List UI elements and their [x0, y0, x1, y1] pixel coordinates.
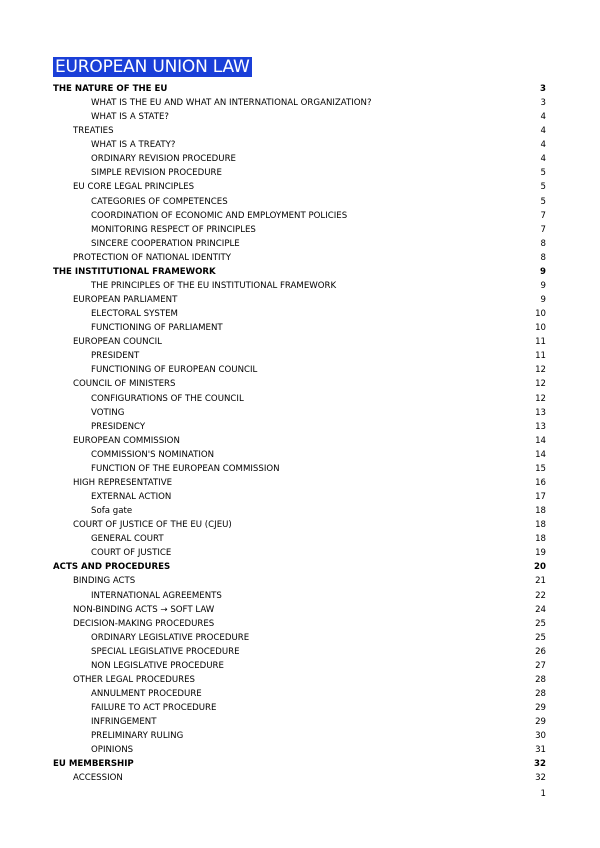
toc-entry[interactable] [0, 631, 600, 645]
toc-entry-page: 19 [535, 548, 546, 559]
toc-entry-label: EUROPEAN COMMISSION [73, 435, 180, 446]
toc-entry-label: FUNCTIONING OF EUROPEAN COUNCIL [91, 365, 258, 376]
toc-entry[interactable] [0, 420, 600, 434]
toc-entry[interactable] [0, 180, 600, 194]
toc-entry-page: 4 [540, 112, 546, 123]
toc-entry-label: PRESIDENCY [91, 421, 146, 432]
toc-entry-page: 29 [535, 717, 546, 728]
toc-entry[interactable] [0, 209, 600, 223]
toc-entry[interactable] [0, 251, 600, 265]
toc-entry-page: 12 [535, 393, 546, 404]
toc-entry[interactable] [0, 321, 600, 335]
toc-entry[interactable] [0, 757, 600, 771]
toc-entry-label: VOTING [91, 407, 125, 418]
toc-entry-label: NON-BINDING ACTS → SOFT LAW [73, 604, 215, 615]
toc-entry[interactable] [0, 279, 600, 293]
toc-entry-page: 9 [540, 280, 546, 291]
toc-entry-label: EUROPEAN PARLIAMENT [73, 295, 178, 306]
toc-entry-label: ELECTORAL SYSTEM [91, 309, 178, 320]
toc-entry-page: 8 [540, 238, 546, 249]
toc-entry-page: 11 [535, 337, 546, 348]
toc-entry-page: 16 [535, 477, 546, 488]
toc-entry-label: THE PRINCIPLES OF THE EU INSTITUTIONAL FRAMEWORK [91, 280, 337, 291]
toc-entry[interactable] [0, 560, 600, 574]
toc-entry-page: 11 [535, 351, 546, 362]
toc-entry-label: EU MEMBERSHIP [53, 759, 134, 770]
toc-entry-page: 32 [534, 759, 546, 770]
toc-entry-page: 25 [535, 618, 546, 629]
toc-entry-page: 4 [540, 126, 546, 137]
toc-entry[interactable] [0, 617, 600, 631]
toc-entry[interactable] [0, 673, 600, 687]
toc-entry[interactable] [0, 152, 600, 166]
toc-entry-page: 28 [535, 689, 546, 699]
toc-entry-label: SIMPLE REVISION PROCEDURE [91, 168, 222, 179]
toc-entry-page: 32 [535, 773, 546, 784]
toc-entry-page: 4 [540, 140, 546, 151]
toc-entry[interactable] [0, 645, 600, 659]
toc-entry[interactable] [0, 392, 600, 406]
toc-entry-page: 24 [535, 604, 546, 615]
toc-entry-label: EU CORE LEGAL PRINCIPLES [73, 182, 195, 193]
toc-entry[interactable] [0, 110, 600, 124]
toc-entry-page: 5 [540, 196, 546, 207]
toc-entry-page: 22 [535, 590, 546, 601]
page-number: 1 [540, 789, 546, 799]
toc-entry-label: Sofa gate [91, 506, 133, 517]
toc-entry[interactable] [0, 448, 600, 462]
toc-entry[interactable] [0, 715, 600, 729]
toc-entry-page: 18 [535, 506, 546, 517]
toc-entry[interactable] [0, 82, 600, 96]
toc-entry-page: 13 [535, 407, 546, 418]
toc-entry[interactable] [0, 476, 600, 490]
toc-entry-label: WHAT IS A STATE? [91, 112, 169, 123]
toc-entry-page: 13 [535, 421, 546, 432]
toc-entry-label: COURT OF JUSTICE [91, 548, 172, 559]
toc-entry-label: CONFIGURATIONS OF THE COUNCIL [91, 393, 244, 404]
toc-entry-label: EUROPEAN COUNCIL [73, 337, 162, 348]
toc-entry-page: 17 [535, 492, 546, 503]
toc-entry[interactable] [0, 546, 600, 560]
toc-entry-label: WHAT IS A TREATY? [91, 140, 176, 151]
toc-entry-page: 25 [535, 632, 546, 643]
toc-entry[interactable] [0, 363, 600, 377]
toc-entry[interactable] [0, 293, 600, 307]
toc-entry-label: COMMISSION'S NOMINATION [91, 449, 215, 460]
toc-entry-label: DECISION-MAKING PROCEDURES [73, 618, 215, 629]
toc-entry-label: FUNCTION OF THE EUROPEAN COMMISSION [91, 463, 280, 474]
toc-entry-page: 26 [535, 646, 546, 657]
toc-entry-page: 14 [535, 435, 546, 446]
toc-entry-page: 21 [535, 576, 546, 587]
toc-entry-page: 29 [535, 703, 546, 714]
toc-entry-label: SINCERE COOPERATION PRINCIPLE [91, 238, 240, 249]
toc-entry[interactable] [0, 532, 600, 546]
toc-entry-label: OTHER LEGAL PROCEDURES [73, 674, 195, 685]
toc-entry-label: THE INSTITUTIONAL FRAMEWORK [53, 266, 216, 277]
toc-entry-page: 8 [540, 252, 546, 263]
toc-entry-page: 31 [535, 745, 546, 756]
toc-entry-page: 7 [540, 224, 546, 235]
toc-entry-page: 4 [540, 154, 546, 165]
toc-entry[interactable] [0, 307, 600, 321]
toc-entry[interactable] [0, 237, 600, 251]
toc-entry[interactable] [0, 96, 600, 110]
toc-entry-label: PROTECTION OF NATIONAL IDENTITY [73, 252, 232, 263]
toc-entry[interactable] [0, 406, 600, 420]
toc-entry[interactable] [0, 771, 600, 785]
toc-entry-page: 27 [535, 660, 546, 671]
toc-entry[interactable] [0, 574, 600, 588]
toc-entry-page: 9 [540, 295, 546, 306]
toc-entry[interactable] [0, 265, 600, 279]
toc-entry-page: 5 [540, 182, 546, 193]
toc-entry-label: COORDINATION OF ECONOMIC AND EMPLOYMENT POLICIES [91, 210, 348, 221]
toc-entry-label: ACTS AND PROCEDURES [53, 562, 171, 573]
toc-entry-label: HIGH REPRESENTATIVE [73, 477, 173, 488]
toc-entry[interactable] [0, 687, 600, 701]
toc-entry[interactable] [0, 223, 600, 237]
toc-entry-page: 18 [535, 520, 546, 531]
toc-entry-label: NON LEGISLATIVE PROCEDURE [91, 660, 224, 671]
toc-entry-label: ORDINARY REVISION PROCEDURE [91, 154, 236, 165]
toc-entry-label: COUNCIL OF MINISTERS [73, 379, 176, 390]
toc-entry-label: WHAT IS THE EU AND WHAT AN INTERNATIONAL ORGANIZATION? [91, 98, 372, 109]
toc-entry-label: CATEGORIES OF COMPETENCES [91, 196, 228, 207]
toc-entry-page: 14 [535, 449, 546, 460]
toc-entry-label: MONITORING RESPECT OF PRINCIPLES [91, 224, 256, 235]
toc-entry[interactable] [0, 349, 600, 363]
toc-entry-page: 30 [535, 731, 546, 742]
toc-entry-label: OPINIONS [91, 745, 134, 756]
toc-entry[interactable] [0, 195, 600, 209]
toc-entry[interactable] [0, 659, 600, 673]
toc-entry[interactable] [0, 743, 600, 757]
toc-entry-label: ANNULMENT PROCEDURE [91, 689, 202, 699]
toc-entry-page: 10 [535, 323, 546, 334]
toc-entry[interactable] [0, 377, 600, 391]
toc-entry[interactable] [0, 462, 600, 476]
document-title: EUROPEAN UNION LAW [55, 57, 250, 77]
toc-entry[interactable] [0, 138, 600, 152]
toc-entry[interactable] [0, 490, 600, 504]
toc-entry[interactable] [0, 518, 600, 532]
toc-entry-page: 3 [540, 98, 546, 109]
toc-entry-label: TREATIES [73, 126, 114, 137]
toc-entry[interactable] [0, 603, 600, 617]
toc-entry-label: GENERAL COURT [91, 534, 164, 545]
toc-entry-page: 18 [535, 534, 546, 545]
toc-entry-page: 20 [534, 562, 546, 573]
toc-entry[interactable] [0, 729, 600, 743]
toc-entry-page: 9 [540, 266, 546, 277]
toc-entry[interactable] [0, 589, 600, 603]
toc-entry-label: PRELIMINARY RULING [91, 731, 184, 742]
toc-entry-page: 28 [535, 674, 546, 685]
toc-entry-label: ORDINARY LEGISLATIVE PROCEDURE [91, 632, 250, 643]
toc-entry[interactable] [0, 504, 600, 518]
toc-entry-page: 3 [540, 84, 546, 94]
toc-entry-label: PRESIDENT [91, 351, 140, 362]
toc-entry-label: FUNCTIONING OF PARLIAMENT [91, 323, 223, 334]
toc-entry-label: INTERNATIONAL AGREEMENTS [91, 590, 222, 601]
toc-entry-page: 7 [540, 210, 546, 221]
toc-entry-page: 10 [535, 309, 546, 320]
toc-entry-page: 12 [535, 365, 546, 376]
toc-entry[interactable] [0, 124, 600, 138]
toc-entry-page: 5 [540, 168, 546, 179]
toc-entry-label: FAILURE TO ACT PROCEDURE [91, 703, 217, 714]
toc-entry-label: THE NATURE OF THE EU [53, 84, 168, 94]
toc-entry-page: 12 [535, 379, 546, 390]
toc-entry[interactable] [0, 166, 600, 180]
toc-entry-label: EXTERNAL ACTION [91, 492, 172, 503]
toc-entry-label: ACCESSION [73, 773, 123, 784]
toc-entry[interactable] [0, 335, 600, 349]
toc-entry[interactable] [0, 701, 600, 715]
toc-entry-label: COURT OF JUSTICE OF THE EU (CJEU) [73, 520, 232, 531]
toc-entry-label: SPECIAL LEGISLATIVE PROCEDURE [91, 646, 240, 657]
toc-entry[interactable] [0, 434, 600, 448]
toc-entry-label: INFRINGEMENT [91, 717, 157, 728]
toc-entry-label: BINDING ACTS [73, 576, 136, 587]
toc-entry-page: 15 [535, 463, 546, 474]
